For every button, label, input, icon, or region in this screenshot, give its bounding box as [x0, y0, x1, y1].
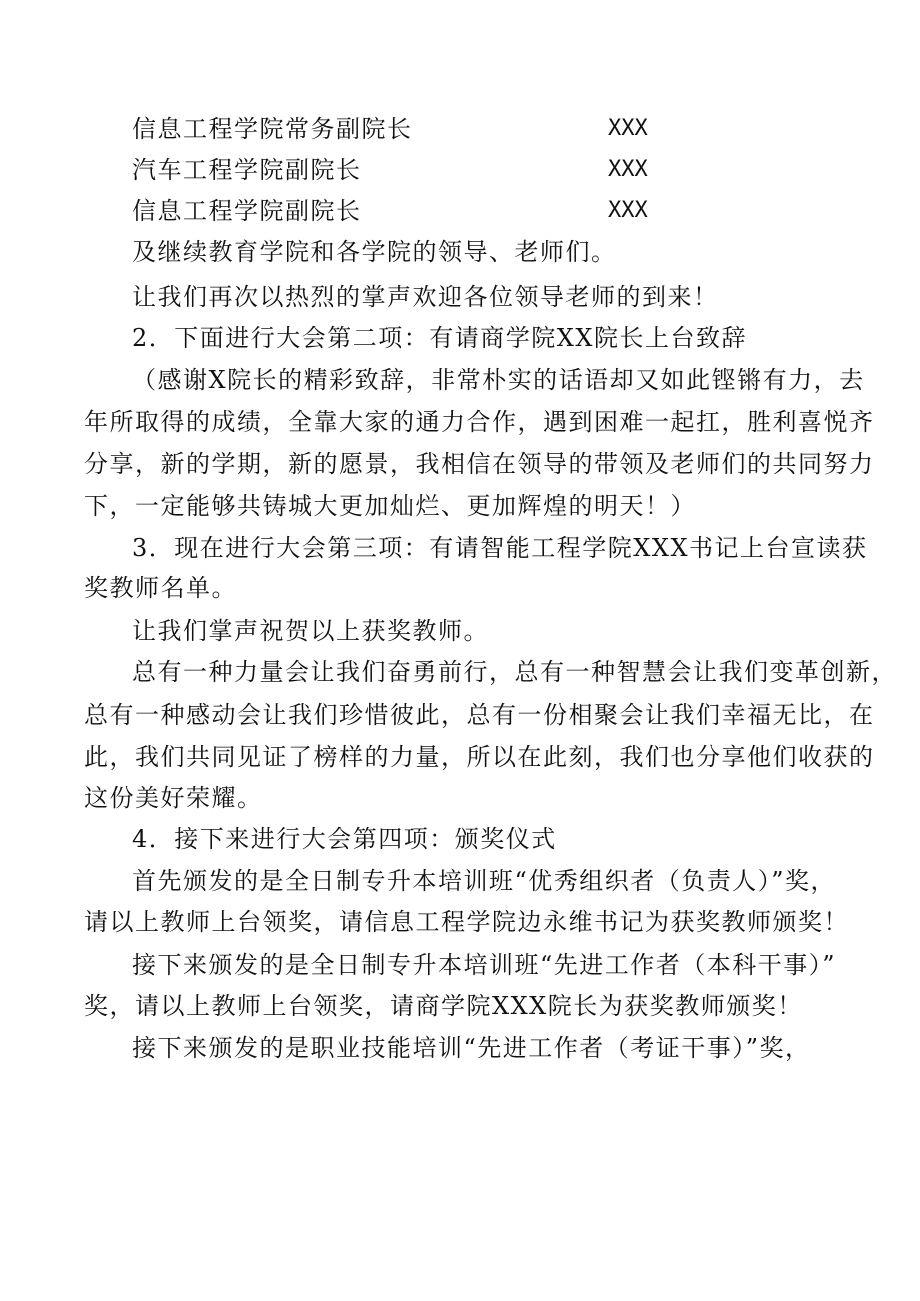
- paragraph-line: 此，我们共同见证了榜样的力量，所以在此刻，我们也分享他们收获的: [84, 743, 875, 771]
- roster-name: XXX: [608, 116, 648, 141]
- paragraph-line: 这份美好荣耀。: [84, 784, 263, 812]
- paragraph-line: 奖，请以上教师上台领奖，请商学院XXX院长为获奖教师颁奖！: [84, 992, 803, 1020]
- section-heading-3: 3．现在进行大会第三项：有请智能工程学院XXX书记上台宣读获: [132, 534, 868, 562]
- roster-name: XXX: [608, 198, 648, 223]
- paragraph-line: 让我们掌声祝贺以上获奖教师。: [132, 617, 489, 645]
- paragraph-line: 接下来颁发的是职业技能培训“先进工作者（考证干事）”奖，: [132, 1034, 811, 1062]
- roster-title: 汽车工程学院副院长: [132, 156, 362, 184]
- paragraph-line: 总有一种感动会让我们珍惜彼此，总有一份相聚会让我们幸福无比，在: [84, 701, 875, 729]
- paragraph-line: （感谢X院长的精彩致辞，非常朴实的话语却又如此铿锵有力，去: [132, 366, 865, 394]
- paragraph-line: 总有一种力量会让我们奋勇前行，总有一种智慧会让我们变革创新，: [132, 658, 897, 686]
- roster-name: XXX: [608, 157, 648, 182]
- paragraph-line: 下，一定能够共铸城大更加灿烂、更加辉煌的明天！）: [84, 492, 696, 520]
- paragraph-line: 接下来颁发的是全日制专升本培训班“先进工作者（本科干事）”: [132, 951, 837, 979]
- roster-row: [132, 196, 844, 226]
- paragraph-line: 年所取得的成绩，全靠大家的通力合作，遇到困难一起扛，胜利喜悦齐: [84, 408, 875, 436]
- roster-row: [132, 114, 844, 144]
- paragraph-line: 及继续教育学院和各学院的领导、老师们。: [132, 238, 617, 266]
- paragraph-line: 分享，新的学期，新的愿景，我相信在领导的带领及老师们的共同努力: [84, 450, 875, 478]
- roster-row: [132, 155, 844, 185]
- roster-title: 信息工程学院常务副院长: [132, 115, 413, 143]
- paragraph-line: 请以上教师上台领奖，请信息工程学院边永维书记为获奖教师颁奖！: [84, 908, 849, 936]
- paragraph-line: 首先颁发的是全日制专升本培训班“优秀组织者（负责人）”奖，: [132, 867, 837, 895]
- roster-title: 信息工程学院副院长: [132, 197, 362, 225]
- paragraph-line: 让我们再次以热烈的掌声欢迎各位领导老师的到来！: [132, 283, 719, 311]
- paragraph-line: 奖教师名单。: [84, 574, 237, 602]
- section-heading-4: 4．接下来进行大会第四项：颁奖仪式: [132, 825, 557, 853]
- section-heading-2: 2．下面进行大会第二项：有请商学院XX院长上台致辞: [132, 324, 747, 352]
